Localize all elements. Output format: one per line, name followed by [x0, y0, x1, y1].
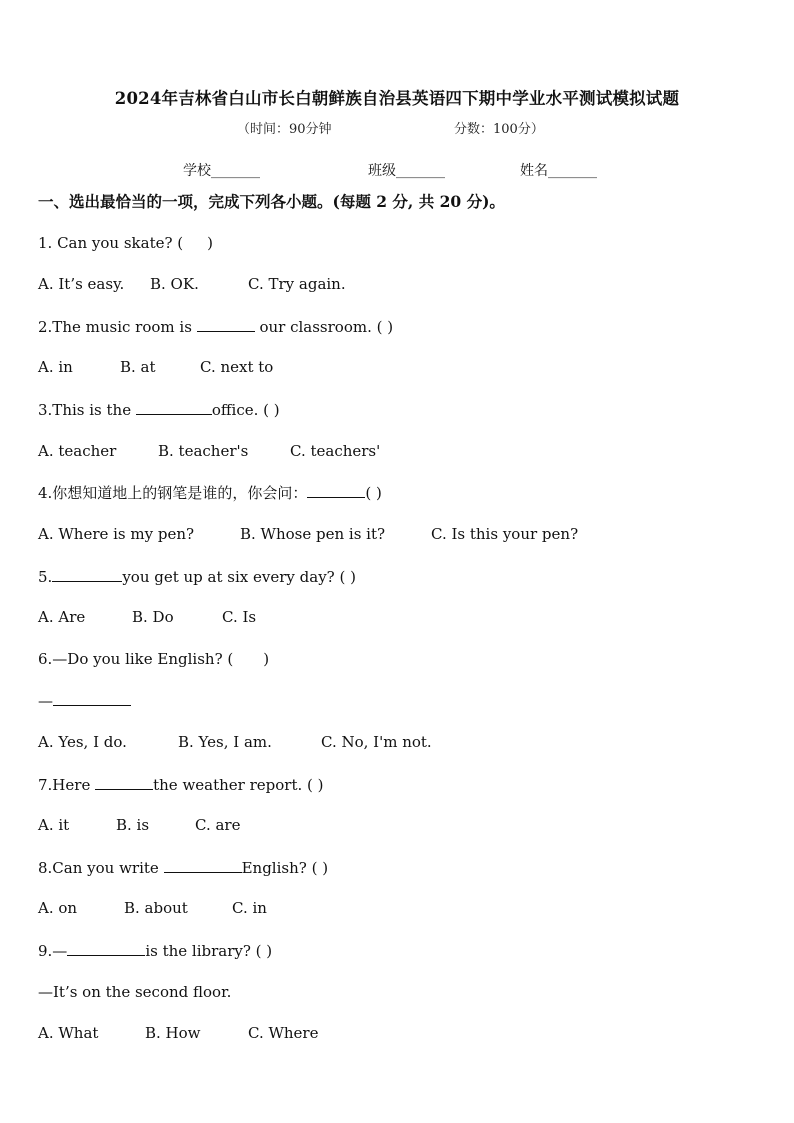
question-4-stem: 4.你想知道地上的钢笔是谁的，你会问： ( ): [38, 484, 382, 502]
option-c: C. in: [232, 899, 267, 917]
question-4-options: [38, 524, 578, 544]
question-2-options: [38, 357, 273, 377]
option-a: A. What: [38, 1024, 99, 1042]
question-7-options: [38, 815, 240, 835]
question-9-stem: 9.— is the library? ( ): [38, 942, 273, 960]
answer-blank: [53, 690, 131, 706]
option-b: B. Yes, I am.: [178, 733, 272, 751]
school-field: 学校_______: [183, 163, 260, 179]
option-b: B. teacher's: [158, 442, 249, 460]
answer-blank: [95, 774, 153, 790]
option-c: C. Try again.: [248, 275, 346, 293]
option-b: B. is: [116, 816, 150, 834]
exam-time: （时间：90分钟: [237, 122, 332, 137]
answer-blank: [67, 940, 145, 956]
option-c: C. Is this your pen?: [431, 525, 579, 543]
option-b: B. about: [124, 899, 188, 917]
answer-blank: [164, 857, 242, 873]
question-6-stem: 6.—Do you like English? ( ): [38, 650, 270, 668]
question-9-reply: —It’s on the second floor.: [38, 983, 232, 1001]
option-b: B. OK.: [150, 275, 199, 293]
question-5-stem: 5. you get up at six every day? ( ): [38, 568, 356, 586]
option-a: A. Where is my pen?: [38, 525, 195, 543]
school-blank: _______: [211, 163, 260, 179]
question-6-options: [38, 732, 432, 752]
option-a: A. Are: [38, 608, 86, 626]
question-2-stem: 2.The music room is our classroom. ( ): [38, 318, 394, 336]
option-c: C. Is: [222, 608, 257, 626]
question-6-reply: —: [38, 690, 131, 711]
option-b: B. at: [120, 358, 156, 376]
option-a: A. it: [38, 816, 70, 834]
question-9-options: [38, 1023, 318, 1043]
question-1-stem: 1. Can you skate? ( ): [38, 234, 214, 252]
option-b: B. Whose pen is it?: [240, 525, 386, 543]
answer-blank: [52, 566, 122, 582]
question-3-options: [38, 441, 380, 461]
question-1-options: [38, 274, 346, 294]
name-blank: _______: [548, 163, 597, 179]
name-field: 姓名_______: [520, 163, 597, 179]
question-8-options: [38, 898, 267, 918]
option-c: C. teachers': [290, 442, 381, 460]
option-a: A. It’s easy.: [38, 275, 125, 293]
answer-blank: [136, 399, 212, 415]
exam-score: 分数：100分）: [454, 122, 544, 137]
question-3-stem: 3.This is the office. ( ): [38, 401, 280, 419]
option-a: A. teacher: [38, 442, 117, 460]
option-a: A. Yes, I do.: [38, 733, 127, 751]
exam-title: 2024年吉林省白山市长白朝鲜族自治县英语四下期中学业水平测试模拟试题: [114, 89, 680, 108]
option-a: A. in: [38, 358, 73, 376]
answer-blank: [197, 316, 255, 332]
option-b: B. Do: [132, 608, 174, 626]
class-blank: _______: [396, 163, 445, 179]
class-field: 班级_______: [368, 163, 445, 179]
question-5-options: [38, 607, 256, 627]
option-c: C. are: [195, 816, 241, 834]
option-c: C. next to: [200, 358, 274, 376]
section-heading: 一、选出最恰当的一项，完成下列各小题。(每题 2 分, 共 20 分)。: [38, 192, 505, 211]
question-7-stem: 7.Here the weather report. ( ): [38, 776, 324, 794]
option-c: C. No, I'm not.: [321, 733, 432, 751]
question-8-stem: 8.Can you write English? ( ): [38, 859, 329, 877]
option-a: A. on: [38, 899, 78, 917]
answer-blank: [307, 482, 365, 498]
option-b: B. How: [145, 1024, 201, 1042]
option-c: C. Where: [248, 1024, 319, 1042]
